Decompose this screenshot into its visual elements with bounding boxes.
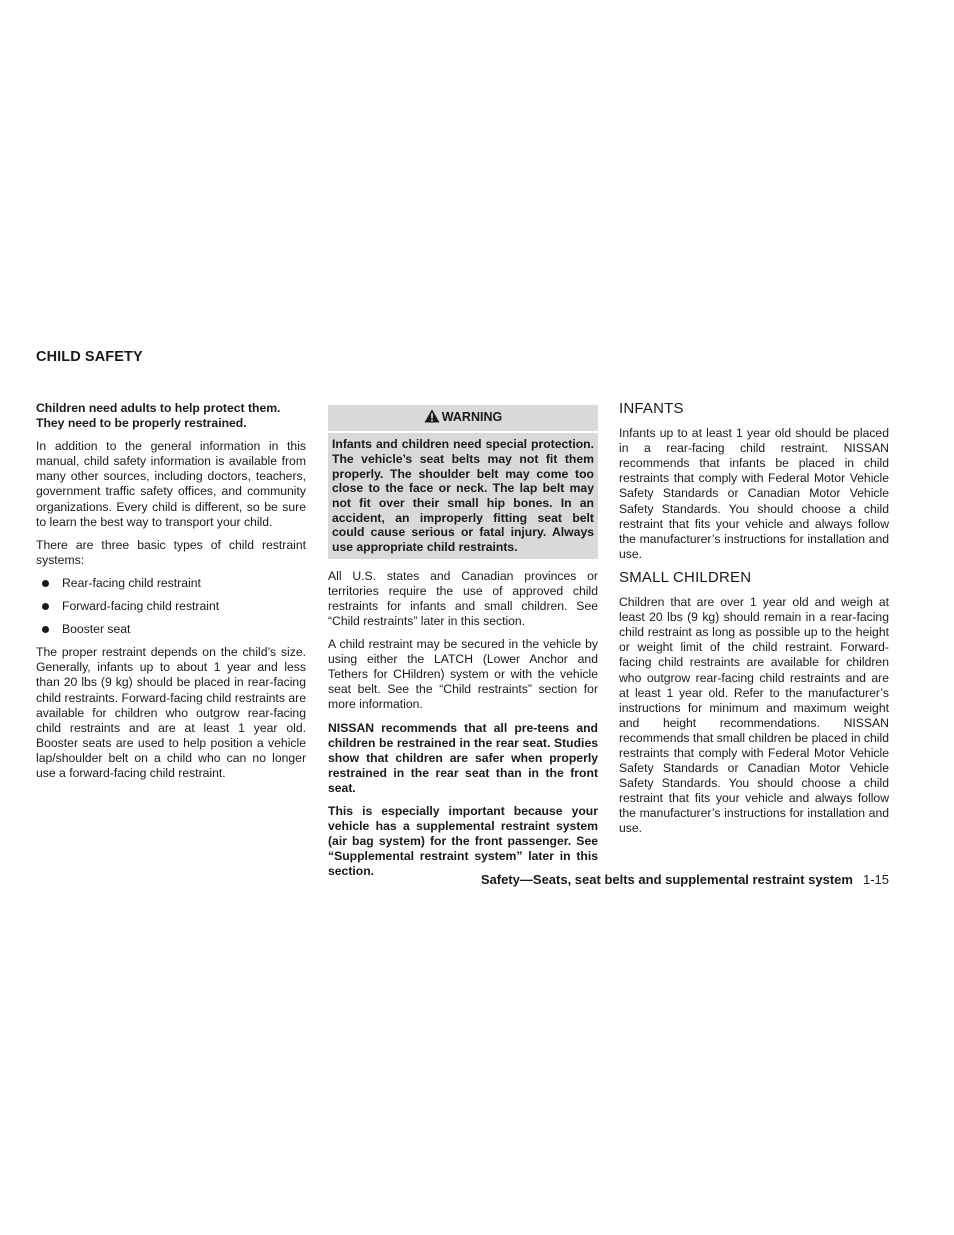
warning-text: Infants and children need special protection. The vehicle’s seat belts may not fit them properly. The shoulder belt may come too close to the face or neck. The lap belt may not fit over their small hip bones. In an accident, an improperly fitting seat belt could cause serious or fatal injury. Always use appropriate child restraints. (332, 437, 594, 555)
paragraph: Children that are over 1 year old and weigh at least 20 lbs (9 kg) should remain in a rear-facing child restraint as long as possible up to the height or weight limit of the child restraint. Forward-facing child restraints are available for children who outgrow rear-facing child restraints and are at least 1 year old. Refer to the manufacturer’s instructions for minimum and maximum weight and height recommendations. NISSAN recommends that small children be placed in child restraints that comply with Federal Motor Vehicle Safety Standards or Canadian Motor Vehicle Safety Standards. You should choose a child restraint that fits your vehicle and always follow the manufacturer’s instructions for installation and use. (619, 595, 889, 836)
warning-triangle-icon (424, 409, 440, 427)
page-footer (481, 872, 889, 887)
list-item: Booster seat (36, 622, 306, 637)
warning-header (328, 407, 598, 433)
bullet-icon (42, 603, 49, 610)
column-right (619, 401, 889, 845)
list-item: Forward-facing child restraint (36, 599, 306, 614)
warning-label: WARNING (441, 410, 503, 424)
intro-bold-text: Children need adults to help protect them. They need to be properly restrained. (36, 401, 281, 431)
chapter-title: Safety—Seats, seat belts and supplemental restraint system (480, 872, 853, 887)
bullet-icon (42, 626, 49, 633)
bold-paragraph: NISSAN recommends that all pre-teens and children be restrained in the rear seat. Studies show that children are safer when properly restrained in the rear seat than in the front seat. (328, 720, 598, 795)
paragraph: All U.S. states and Canadian provinces or territories require the use of approved child restraints for infants and small children. See “Child restraints” later in this section. (328, 568, 598, 628)
heading-small-children: SMALL CHILDREN (619, 568, 752, 586)
column-middle (328, 405, 598, 888)
heading-infants: INFANTS (619, 400, 684, 417)
paragraph: The proper restraint depends on the child’s size. Generally, infants up to about 1 year and less than 20 lbs (9 kg) should be placed in rear-facing child restraints. Forward-facing child restraints are available for children who outgrow rear-facing child restraints and are at least 1 year old. Booster seats are used to help position a vehicle lap/shoulder belt on a child who can no longer use a forward-facing child restraint. (36, 645, 306, 780)
section-title: CHILD SAFETY (36, 349, 143, 365)
paragraph: In addition to the general information in this manual, child safety information is available from many other sources, including doctors, teachers, government traffic safety offices, and community organizations. Every child is different, so be sure to learn the best way to transport your child. (36, 439, 306, 529)
list-item: Rear-facing child restraint (36, 576, 306, 591)
page-number: 1-15 (862, 872, 889, 887)
restraint-types-list (36, 576, 306, 637)
paragraph: Infants up to at least 1 year old should be placed in a rear-facing child restraint. NISSAN recommends that infants be placed in child restraints that comply with Federal Motor Vehicle Safety Standards or Canadian Motor Vehicle Safety Standards. You should choose a child restraint that fits your vehicle and always follow the manufacturer’s instructions for installation and use. (619, 426, 889, 561)
column-left (36, 401, 306, 789)
warning-box (328, 405, 598, 559)
paragraph: A child restraint may be secured in the vehicle by using either the LATCH (Lower Anchor and Tethers for CHildren) system or with the vehicle seat belt. See the “Child restraints” section for more information. (328, 637, 598, 712)
bullet-icon (42, 580, 49, 587)
paragraph: There are three basic types of child restraint systems: (36, 537, 306, 567)
bold-paragraph: This is especially important because your vehicle has a supplemental restraint system (air bag system) for the front passenger. See “Supplemental restraint system” later in this section. (328, 804, 598, 879)
